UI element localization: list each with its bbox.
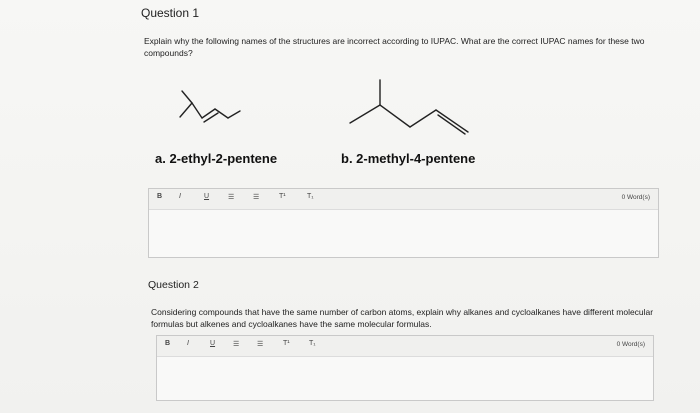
bond (180, 103, 192, 117)
bold-button[interactable]: B (157, 193, 163, 200)
question-1-prompt (144, 35, 664, 59)
editor-toolbar (157, 336, 653, 357)
structure-a-label: a. 2-ethyl-2-pentene (155, 151, 278, 166)
underline-button[interactable]: U (204, 193, 210, 200)
question-1-prompt-line2: compounds? (144, 48, 193, 58)
structure-b-label: b. 2-methyl-4-pentene (341, 151, 476, 166)
bond (436, 110, 468, 132)
bullet-list-icon[interactable]: ☰ (233, 341, 240, 348)
superscript-button[interactable]: T¹ (279, 193, 286, 200)
italic-button[interactable]: I (179, 193, 181, 200)
underline-button[interactable]: U (210, 340, 216, 347)
bond (228, 111, 240, 118)
answer-text-area[interactable] (149, 210, 658, 257)
question-2-prompt-line2: formulas but alkenes and cycloalkanes have the same molecular formulas. (151, 319, 432, 329)
bond (182, 91, 192, 103)
bullet-list-icon[interactable]: ☰ (228, 194, 235, 201)
bold-button[interactable]: B (165, 340, 171, 347)
bond (192, 103, 202, 118)
subscript-button[interactable]: T₁ (307, 193, 314, 200)
bond (410, 110, 436, 127)
question-1-prompt-line1: Explain why the following names of the structures are incorrect according to IUPAC. What are the correct IUPAC names for these two (144, 36, 645, 46)
question-1-title: Question 1 (141, 6, 200, 20)
word-count: 0 Word(s) (621, 194, 650, 201)
double-bond-line (438, 115, 465, 134)
question-2-title: Question 2 (148, 279, 199, 291)
question-2-prompt (151, 306, 671, 330)
word-count: 0 Word(s) (616, 341, 645, 348)
bond (380, 105, 410, 127)
structure-b-skeletal-diagram (340, 75, 480, 140)
numbered-list-icon[interactable]: ☰ (253, 194, 260, 201)
answer-text-area[interactable] (157, 357, 653, 400)
question-2-prompt-line1: Considering compounds that have the same number of carbon atoms, explain why alkanes and cycloalkanes have different molecular (151, 307, 654, 317)
bond (350, 105, 380, 123)
structure-a-skeletal-diagram (170, 85, 280, 135)
italic-button[interactable]: I (187, 340, 189, 347)
subscript-button[interactable]: T₁ (309, 340, 316, 347)
answer-editor-question-2 (156, 335, 654, 401)
numbered-list-icon[interactable]: ☰ (257, 341, 264, 348)
answer-editor-question-1 (148, 188, 659, 258)
editor-toolbar (149, 189, 658, 210)
superscript-button[interactable]: T¹ (283, 340, 290, 347)
